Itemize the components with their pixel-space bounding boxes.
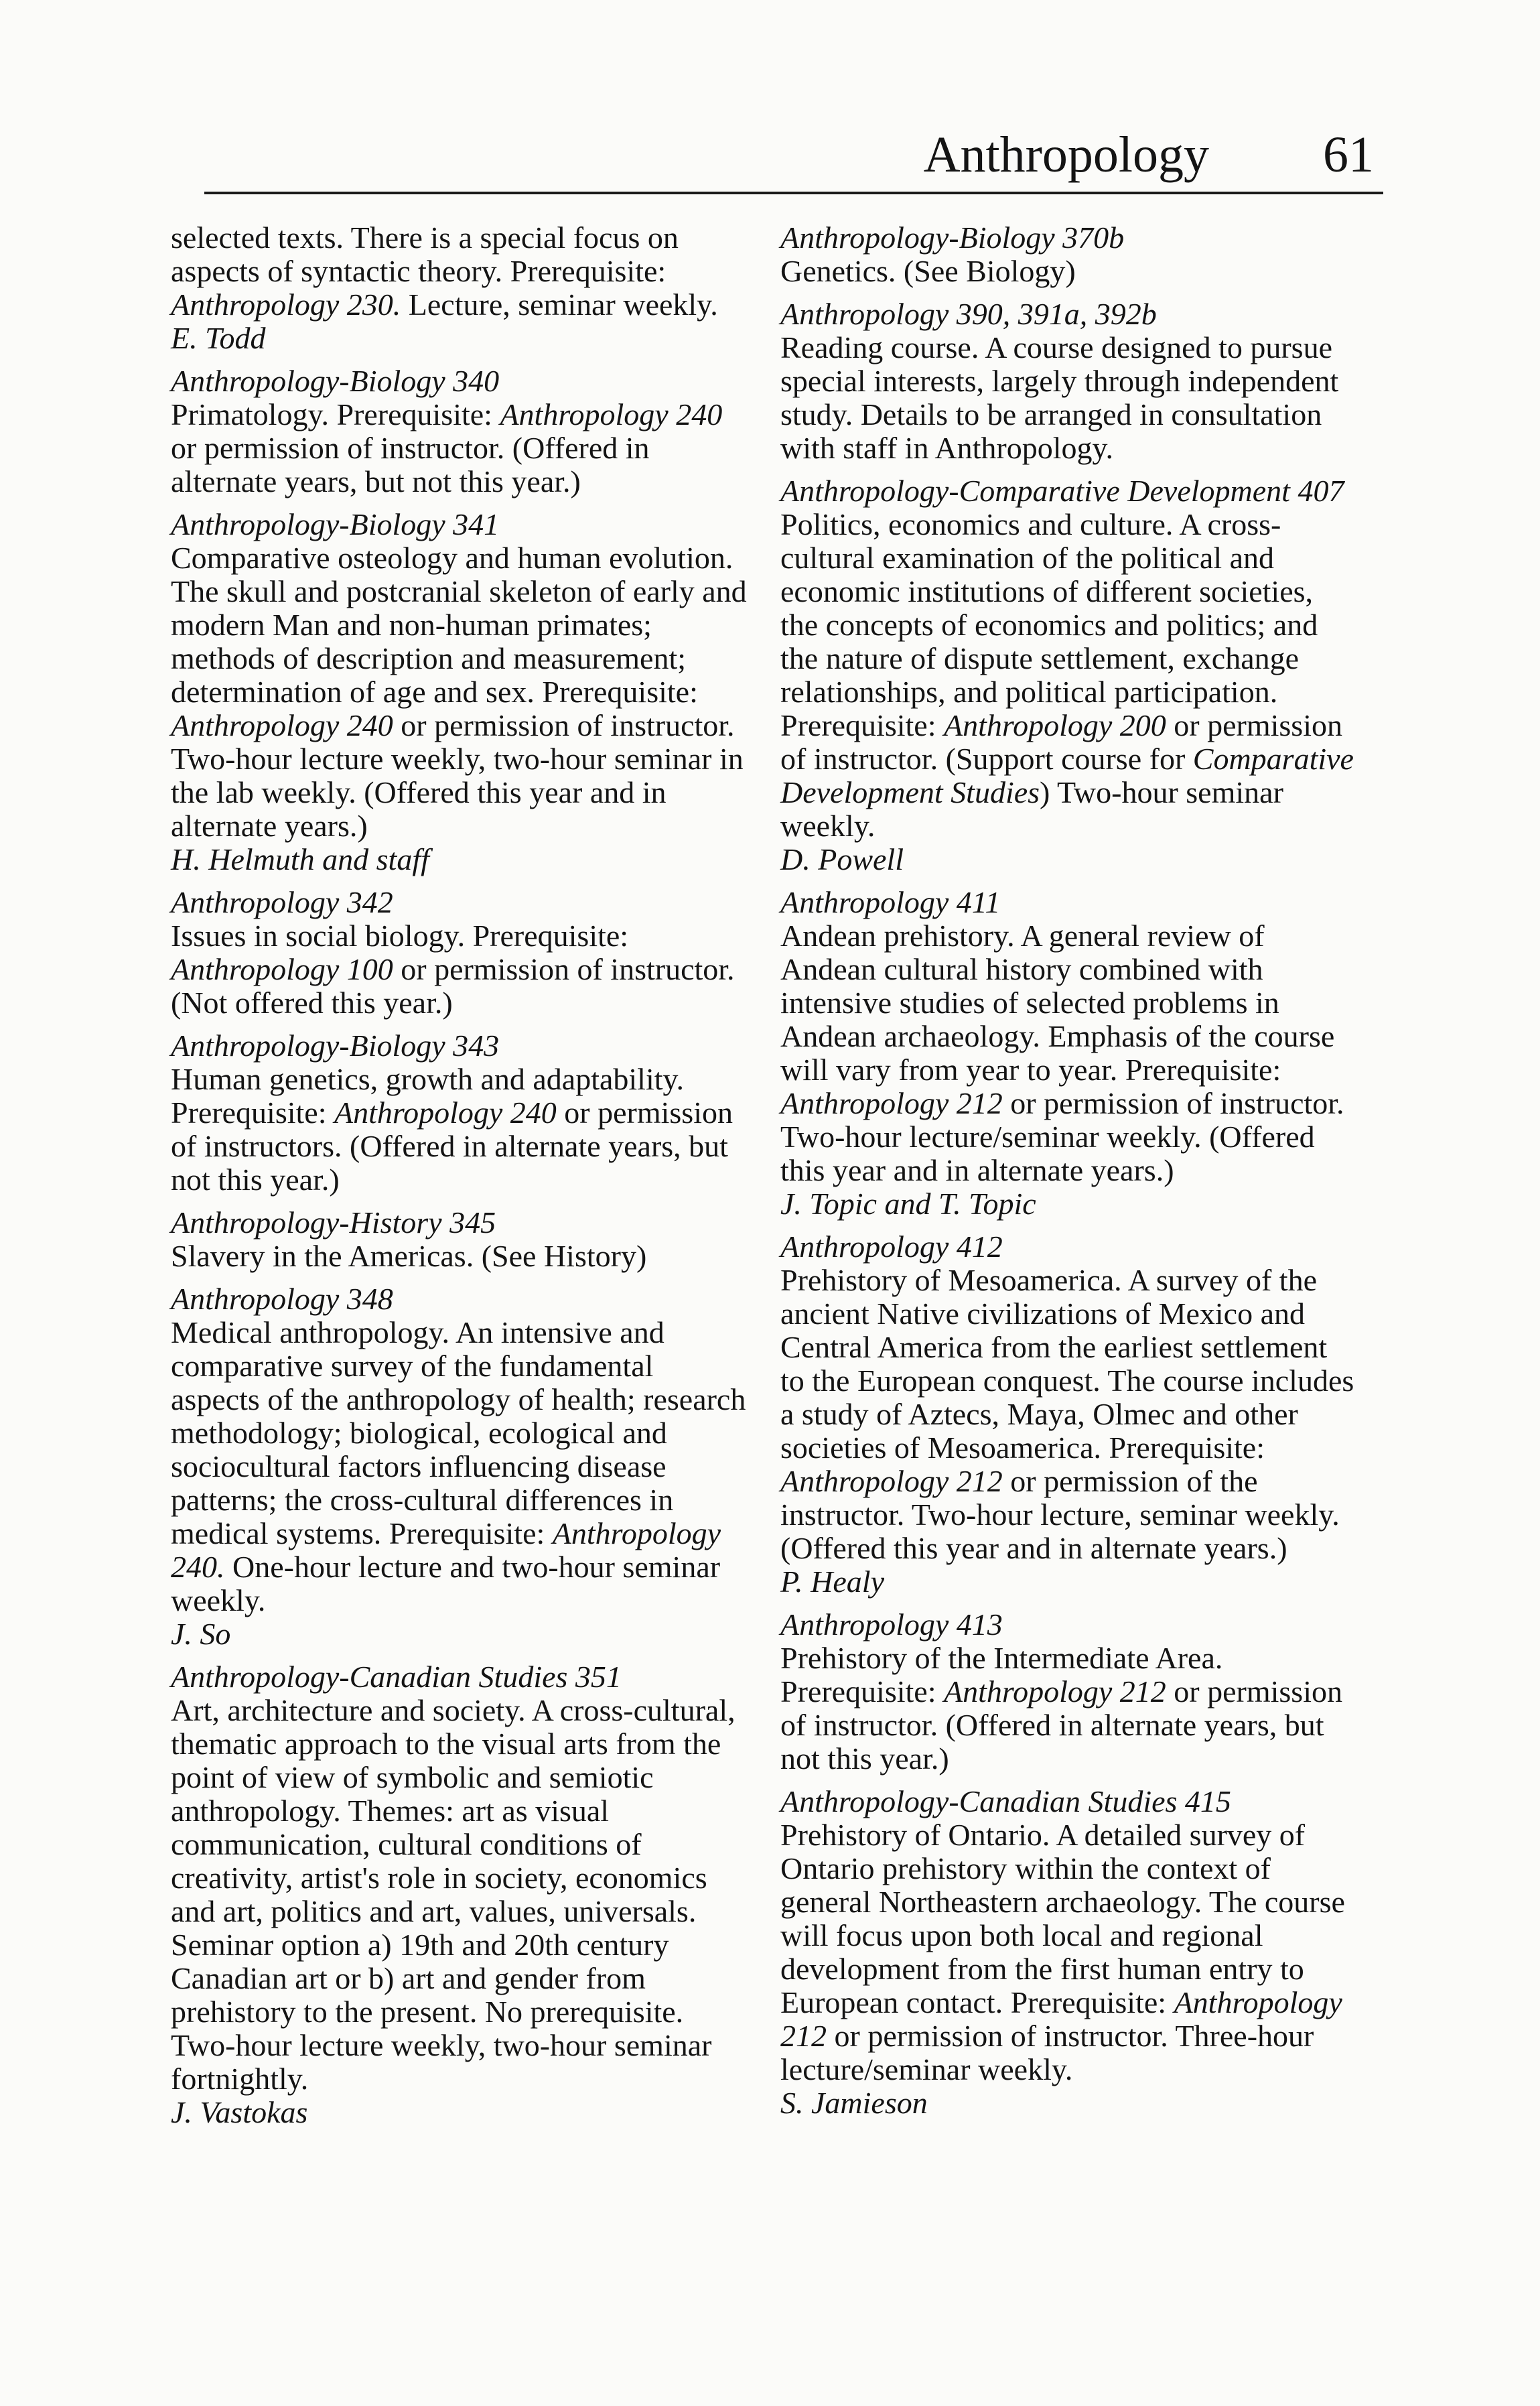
course-reference: Anthropology 240 xyxy=(334,1095,557,1130)
left-column xyxy=(171,221,747,2139)
description-text: or permission of instructor. (Support course for xyxy=(780,708,1342,776)
instructor-name: J. Vastokas xyxy=(171,2095,308,2129)
course-description xyxy=(780,919,1356,1187)
description-text: Issues in social biology. Prerequisite: xyxy=(171,919,629,953)
course-entry xyxy=(780,297,1356,465)
page-number: 61 xyxy=(1323,127,1374,183)
description-text: ) Two-hour seminar weekly. xyxy=(780,775,1283,843)
course-description xyxy=(171,398,747,498)
course-reference: Anthropology 240 xyxy=(500,397,723,431)
course-description xyxy=(171,919,747,1020)
course-title: Anthropology 412 xyxy=(780,1229,1003,1264)
course-reference: Anthropology 240. xyxy=(171,1516,721,1584)
description-text: Genetics. (See Biology) xyxy=(780,254,1076,288)
description-text: One-hour lecture and two-hour seminar weekly. xyxy=(171,1550,721,1617)
course-entry xyxy=(171,364,747,498)
course-title: Anthropology 348 xyxy=(171,1282,393,1316)
course-description xyxy=(171,1240,747,1273)
instructor-name: S. Jamieson xyxy=(780,2086,928,2120)
course-description xyxy=(780,1818,1356,2086)
course-description xyxy=(780,255,1356,288)
course-entry xyxy=(780,886,1356,1221)
course-title: Anthropology-History 345 xyxy=(171,1205,496,1240)
instructor-name: D. Powell xyxy=(780,842,904,876)
description-text: or permission of instructor. Two-hour lecture weekly, two-hour seminar in the lab weekly. (Offered this year and in alternate years.) xyxy=(171,708,744,843)
instructor-name: E. Todd xyxy=(171,321,266,355)
instructor-name: H. Helmuth and staff xyxy=(171,842,429,876)
course-description xyxy=(780,1642,1356,1776)
instructor-name: J. So xyxy=(171,1617,231,1651)
description-text: Lecture, seminar weekly. xyxy=(401,287,718,322)
course-description xyxy=(171,1694,747,2096)
course-title: Anthropology-Canadian Studies 415 xyxy=(780,1784,1231,1818)
description-text: Medical anthropology. An intensive and comparative survey of the fundamental aspects of the anthropology of health; research methodology; biological, ecological and sociocultural factors influencing disease patterns; the cross-cultural differences in medical systems. Prerequisite: xyxy=(171,1315,746,1550)
course-entry xyxy=(780,1230,1356,1599)
description-text: Comparative osteology and human evolution. The skull and postcranial skeleton of early and modern Man and non-human primates; methods of description and measurement; determination of age and sex. Prerequisite: xyxy=(171,541,747,709)
course-reference: Anthropology 212 xyxy=(780,1086,1003,1120)
description-text: or permission of the instructor. Two-hour lecture, seminar weekly. (Offered this year and in alternate years.) xyxy=(780,1464,1340,1565)
course-entry xyxy=(780,221,1356,288)
course-entry xyxy=(171,1206,747,1273)
description-text: Slavery in the Americas. (See History) xyxy=(171,1239,647,1273)
page-header xyxy=(204,121,1383,194)
description-text: Art, architecture and society. A cross-cultural, thematic approach to the visual arts from the point of view of symbolic and semiotic anthropology. Themes: art as visual communication, cultural conditions of creativity, artist's role in society, economics and art, politics and art, values, universals. Seminar option a) 19th and 20th century Canadian art or b) art and gender from prehistory to the present. No prerequisite. Two-hour lecture weekly, two-hour seminar fortnightly. xyxy=(171,1693,736,2096)
course-description xyxy=(171,221,747,322)
description-text: Prehistory of Mesoamerica. A survey of the ancient Native civilizations of Mexico and Central America from the earliest settlement to the European conquest. The course includes a study of Aztecs, Maya, Olmec and other societies of Mesoamerica. Prerequisite: xyxy=(780,1263,1354,1465)
course-title: Anthropology-Canadian Studies 351 xyxy=(171,1660,622,1694)
description-text: Andean prehistory. A general review of Andean cultural history combined with intensive studies of selected problems in Andean archaeology. Emphasis of the course will vary from year to year. Prerequisite: xyxy=(780,919,1335,1087)
course-title: Anthropology-Biology 370b xyxy=(780,220,1125,255)
description-text: Prehistory of the Intermediate Area. Prerequisite: xyxy=(780,1641,1223,1709)
description-text: or permission of instructor. Two-hour lecture/seminar weekly. (Offered this year and in alternate years.) xyxy=(780,1086,1344,1187)
section-title: Anthropology xyxy=(923,127,1209,183)
course-title: Anthropology 390, 391a, 392b xyxy=(780,297,1157,331)
course-entry xyxy=(780,1785,1356,2120)
course-reference: Anthropology 230. xyxy=(171,287,401,322)
course-title: Anthropology 413 xyxy=(780,1607,1003,1642)
description-text: or permission of instructor. Three-hour lecture/seminar weekly. xyxy=(780,2019,1314,2086)
course-description xyxy=(780,1264,1356,1565)
description-text: Prehistory of Ontario. A detailed survey of Ontario prehistory within the context of general Northeastern archaeology. The course will focus upon both local and regional development from the first human entry to European contact. Prerequisite: xyxy=(780,1818,1345,2019)
course-reference: Anthropology 212 xyxy=(780,1464,1003,1498)
course-description xyxy=(171,541,747,843)
right-column xyxy=(780,221,1356,2129)
course-description xyxy=(171,1063,747,1197)
course-entry xyxy=(171,1029,747,1197)
course-description xyxy=(780,331,1356,465)
description-text: Reading course. A course designed to pursue special interests, largely through independent study. Details to be arranged in consultation with staff in Anthropology. xyxy=(780,330,1339,465)
course-reference: Anthropology 240 xyxy=(171,708,393,742)
instructor-name: J. Topic and T. Topic xyxy=(780,1187,1036,1221)
description-text: or permission of instructors. (Offered in alternate years, but not this year.) xyxy=(171,1095,733,1197)
course-entry xyxy=(171,221,747,355)
course-reference: Anthropology 100 xyxy=(171,952,393,986)
course-entry xyxy=(171,1660,747,2129)
course-title: Anthropology-Biology 340 xyxy=(171,364,500,398)
course-reference: Anthropology 200 xyxy=(944,708,1166,742)
course-entry xyxy=(780,1608,1356,1776)
description-text: or permission of instructor. (Offered in alternate years, but not this year.) xyxy=(171,431,650,498)
course-title: Anthropology-Comparative Development 407 xyxy=(780,474,1344,508)
description-text: Politics, economics and culture. A cross-cultural examination of the political and economic institutions of different societies, the concepts of economics and politics; and the nature of dispute settlement, exchange relationships, and political participation. Prerequisite: xyxy=(780,507,1318,742)
course-title: Anthropology 342 xyxy=(171,885,393,919)
course-description xyxy=(780,508,1356,843)
course-entry xyxy=(171,1282,747,1651)
course-title: Anthropology-Biology 343 xyxy=(171,1028,500,1063)
course-reference: Anthropology 212 xyxy=(944,1674,1166,1709)
course-reference: Comparative Development Studies xyxy=(780,742,1354,809)
course-entry xyxy=(171,886,747,1020)
course-entry xyxy=(780,474,1356,876)
description-text: or permission of instructor. (Offered in alternate years, but not this year.) xyxy=(780,1674,1342,1776)
course-entry xyxy=(171,508,747,876)
header-rule xyxy=(204,192,1383,194)
course-title: Anthropology-Biology 341 xyxy=(171,507,500,541)
instructor-name: P. Healy xyxy=(780,1564,885,1599)
description-text: selected texts. There is a special focus on aspects of syntactic theory. Prerequisite: xyxy=(171,220,679,288)
description-text: Human genetics, growth and adaptability. Prerequisite: xyxy=(171,1062,685,1130)
description-text: or permission of instructor. (Not offered this year.) xyxy=(171,952,735,1020)
description-text: Primatology. Prerequisite: xyxy=(171,397,500,431)
course-reference: Anthropology 212 xyxy=(780,1985,1342,2053)
course-title: Anthropology 411 xyxy=(780,885,1001,919)
course-description xyxy=(171,1316,747,1617)
